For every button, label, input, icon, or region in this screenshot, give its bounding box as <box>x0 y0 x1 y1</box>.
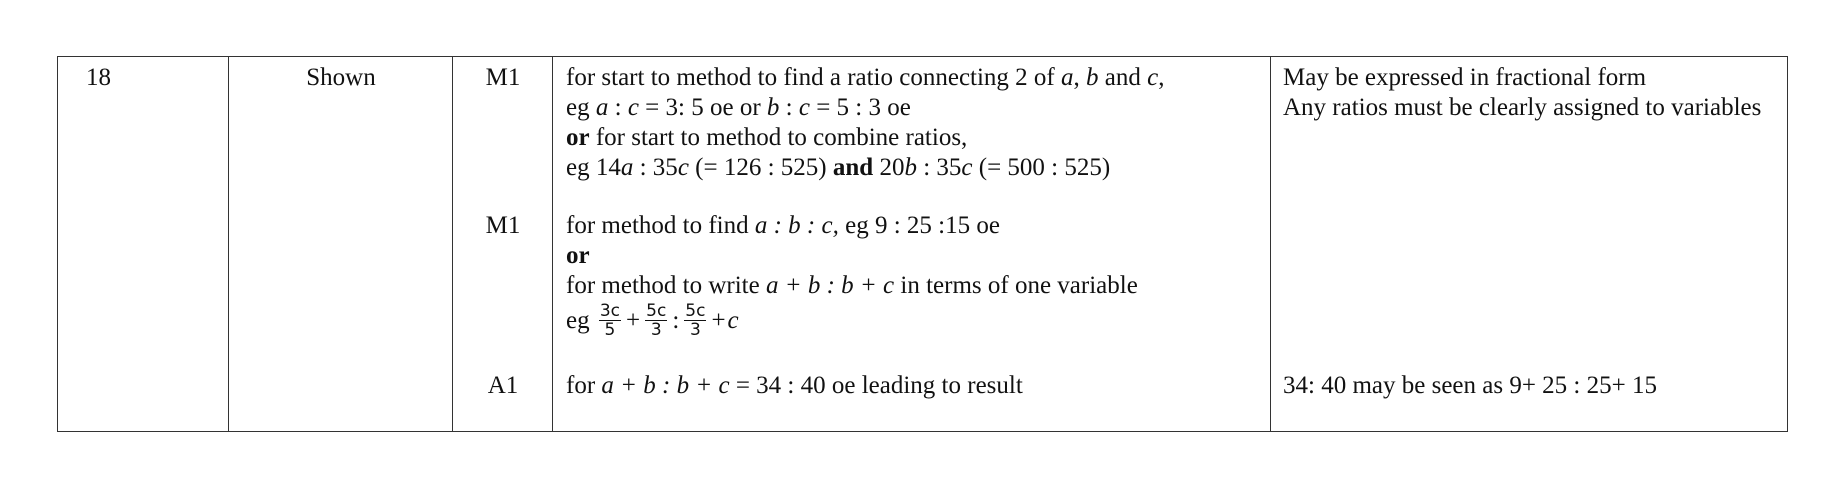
question-number: 18 <box>86 64 111 91</box>
guidance-column <box>553 57 1271 431</box>
answer-text: Shown <box>306 64 376 91</box>
mark-scheme-table <box>57 56 1788 432</box>
answer-column <box>229 57 453 431</box>
mark-column <box>453 57 553 431</box>
guidance-line: for method to write a + b : b + c in terms of one variable <box>566 272 1138 299</box>
guidance-line: eg 14a : 35c (= 126 : 525) and 20b : 35c (= 500 : 525) <box>566 154 1111 181</box>
guidance-line: for start to method to find a ratio connecting 2 of a, b and c, <box>566 64 1165 91</box>
additional-guidance-m1 <box>1283 63 1761 123</box>
guidance-a1 <box>566 371 1023 401</box>
guidance-line: or <box>566 242 590 269</box>
fraction-5c-over-3: $\frac{5c}{3}$ <box>646 300 667 340</box>
mark-a1: A1 <box>487 372 519 399</box>
fraction-5c-over-3-second: $\frac{5c}{3}$ <box>685 300 706 340</box>
guidance-m1-first <box>566 63 1164 183</box>
additional-line: Any ratios must be clearly assigned to variables <box>1283 94 1762 121</box>
guidance-line: or for start to method to combine ratios, <box>566 124 968 151</box>
guidance-m1-second <box>566 211 1138 341</box>
guidance-line: eg a : c = 3: 5 oe or b : c = 5 : 3 oe <box>566 94 911 121</box>
additional-line: May be expressed in fractional form <box>1283 64 1647 91</box>
fraction-3c-over-5: $\frac{3c}{5}$ <box>599 300 621 340</box>
mark-m1-first: M1 <box>485 64 521 91</box>
guidance-line: for method to find a : b : c, eg 9 : 25 :15 oe <box>566 212 1000 239</box>
additional-guidance-a1 <box>1283 371 1657 401</box>
additional-line: 34: 40 may be seen as 9+ 25 : 25+ 15 <box>1283 372 1657 399</box>
guidance-fraction-line: eg $\frac{3c}{5}$ + $\frac{5c}{3}$ : $\frac{5c}{3}$ +c <box>566 300 739 340</box>
guidance-line: for a + b : b + c = 34 : 40 oe leading to result <box>566 372 1023 399</box>
mark-m1-second: M1 <box>485 212 521 239</box>
question-column <box>58 57 229 431</box>
additional-guidance-column <box>1271 57 1789 431</box>
